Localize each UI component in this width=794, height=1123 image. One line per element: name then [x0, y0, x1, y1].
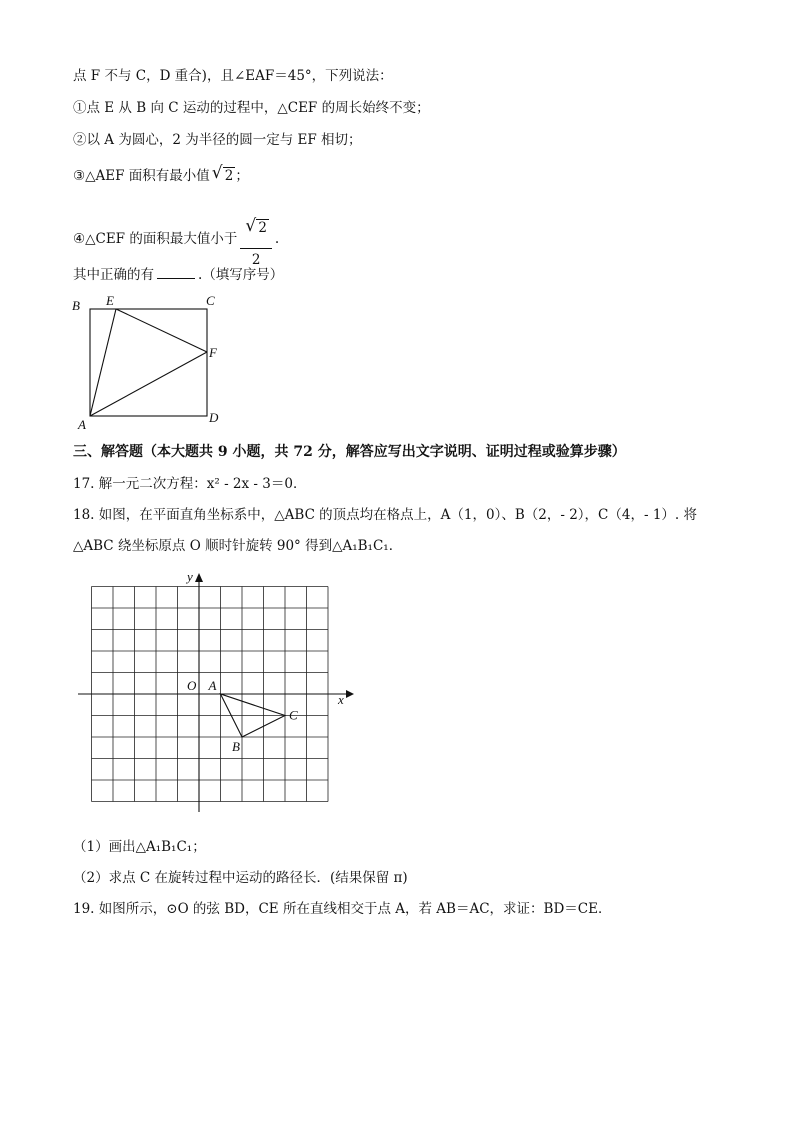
sqrt-expression: √ 2 [211, 163, 234, 184]
label-c: C [206, 293, 215, 308]
x-axis-label: x [338, 692, 344, 707]
coordinate-grid-figure [70, 568, 360, 818]
question-18-line-2: △ABC 绕坐标原点 O 顺时针旋转 90° 得到△A₁B₁C₁． [73, 538, 403, 554]
statement-3 [73, 163, 249, 186]
label-b: B [72, 298, 80, 313]
answer-blank[interactable] [157, 278, 195, 279]
segment-af [90, 352, 207, 416]
statement-3-tail: ； [235, 168, 249, 184]
point-b-label: B [232, 739, 240, 754]
label-f: F [209, 345, 217, 360]
statement-4-tail: . [274, 231, 280, 247]
statement-3-text: ③△AEF 面积有最小值 [73, 168, 210, 184]
question-17: 17. 解一元二次方程：x² - 2x - 3＝0． [73, 476, 307, 492]
label-e: E [106, 293, 114, 308]
question-18-line-1: 18. 如图，在平面直角坐标系中，△ABC 的顶点均在格点上，A（1，0）、B（2，- 2），C（4，- 1）. 将 [73, 507, 698, 523]
statement-4-text: ④△CEF 的面积最大值小于 [73, 231, 238, 247]
statement-4 [73, 210, 279, 269]
y-axis-label: y [187, 569, 193, 584]
fraction: √ 2 2 [240, 210, 272, 269]
section-3-heading: 三、解答题（本大题共 9 小题，共 72 分，解答应写出文字说明、证明过程或验算步骤） [73, 444, 626, 460]
y-axis-arrow [195, 573, 203, 582]
square-figure [68, 290, 228, 435]
origin-label: O [187, 678, 197, 693]
segment-ae [90, 309, 116, 416]
square-abcd [90, 309, 207, 416]
segment-ef [116, 309, 207, 352]
answer-prompt-text: 其中正确的有 [73, 267, 154, 283]
x-axis-arrow [346, 690, 354, 698]
statement-1: ①点 E 从 B 向 C 运动的过程中，△CEF 的周长始终不变； [73, 100, 430, 116]
fraction-denominator: 2 [251, 252, 261, 268]
question-18-part-2: （2）求点 C 在旋转过程中运动的路径长．(结果保留 π) [73, 870, 408, 886]
sqrt-radicand: 2 [224, 168, 234, 184]
statement-2: ②以 A 为圆心，2 为半径的圆一定与 EF 相切； [73, 132, 362, 148]
text-line-1: 点 F 不与 C，D 重合)，且∠EAF＝45°，下列说法： [73, 68, 393, 84]
label-d: D [209, 410, 219, 425]
answer-prompt-tail: .（填写序号） [198, 267, 284, 283]
question-18-part-1: （1）画出△A₁B₁C₁； [73, 839, 206, 855]
point-c-label: C [289, 707, 298, 723]
fraction-numerator: 2 [258, 220, 267, 236]
answer-prompt [73, 265, 283, 285]
question-19: 19. 如图所示，⊙O 的弦 BD，CE 所在直线相交于点 A，若 AB＝AC，求证：BD＝CE． [73, 901, 612, 917]
label-a: A [78, 417, 86, 432]
point-a-label: A [208, 678, 217, 693]
